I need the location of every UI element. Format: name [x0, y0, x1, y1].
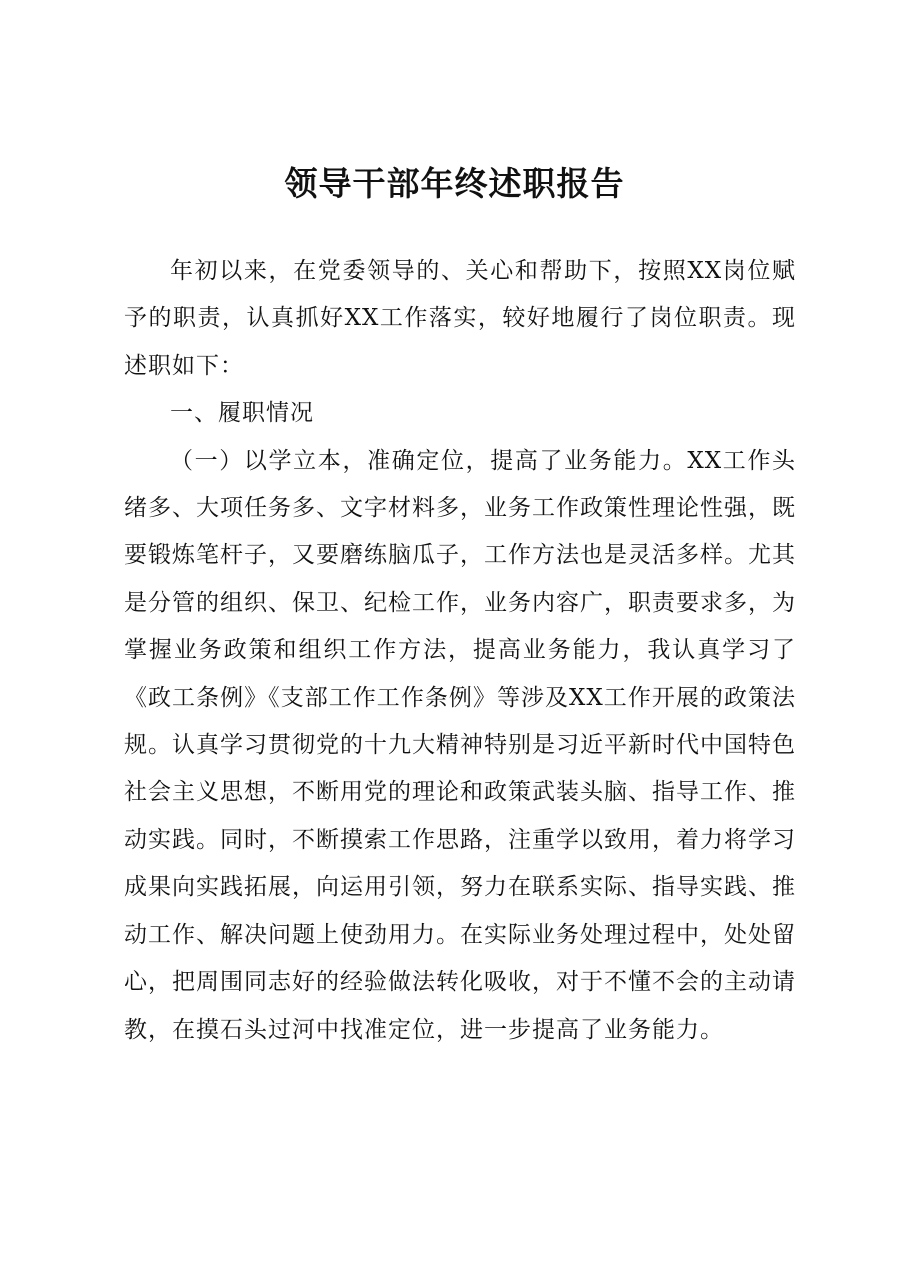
section-heading: 一、履职情况 — [170, 400, 314, 427]
intro-paragraph: 年初以来，在党委领导的、关心和帮助下，按照XX岗位赋予的职责，认真抓好XX工作落实，较好地履行了岗位职责。现述职如下： — [124, 258, 796, 379]
document-body — [124, 248, 796, 1054]
subsection-paragraph: （一）以学立本，准确定位，提高了业务能力。XX工作头绪多、大项任务多、文字材料多，业务工作政策性理论性强，既要锻炼笔杆子，又要磨练脑瓜子，工作方法也是灵活多样。尤其是分管的组织、保卫、纪检工作，业务内容广，职责要求多，为掌握业务政策和组织工作方法，提高业务能力，我认真学习了《政工条例》《支部工作工作条例》等涉及XX工作开展的政策法规。认真学习贯彻党的十九大精神特别是习近平新时代中国特色社会主义思想，不断用党的理论和政策武装头脑、指导工作、推动实践。同时，不断摸索工作思路，注重学以致用，着力将学习成果向实践拓展，向运用引领，努力在联系实际、指导实践、推动工作、解决问题上使劲用力。在实际业务处理过程中，处处留心，把周围同志好的经验做法转化吸收，对于不懂不会的主动请教，在摸石头过河中找准定位，进一步提高了业务能力。 — [124, 447, 796, 1043]
document-title: 领导干部年终述职报告 — [284, 164, 625, 203]
